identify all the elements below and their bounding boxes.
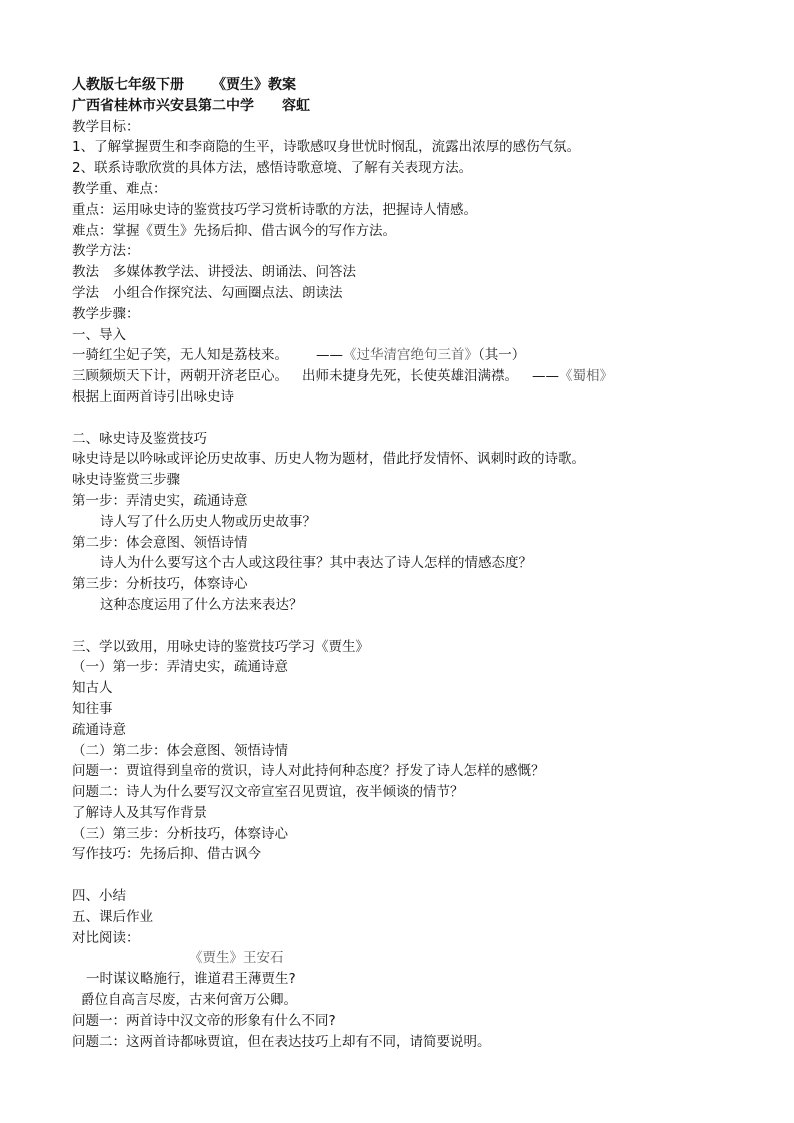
section3-question-1: 问题一：贾谊得到皇帝的赏识，诗人对此持何种态度？抒发了诗人怎样的感慨？ [72, 763, 545, 780]
document-title [72, 75, 762, 96]
section3-part3: （三）第三步：分析技巧，体察诗心 [72, 825, 288, 842]
key-point-difficulty: 难点：掌握《贾生》先扬后抑、借古讽今的写作方法。 [72, 222, 396, 239]
step-2-question: 诗人为什么要写这个古人或这段往事？其中表达了诗人怎样的情感态度？ [100, 555, 532, 572]
intro-poem-2 [72, 366, 762, 387]
step-1-question: 诗人写了什么历史人物或历史故事？ [100, 513, 316, 530]
know-ancient-person: 知古人 [72, 680, 113, 697]
teaching-method-text: 多媒体教学法、讲授法、朗诵法、问答法 [113, 264, 356, 281]
comparison-poem-title: 《贾生》王安石 [189, 950, 284, 967]
three-steps-title: 咏史诗鉴赏三步骤 [72, 472, 180, 489]
poet-background: 了解诗人及其写作背景 [72, 804, 207, 821]
section3-part2: （二）第二步：体会意图、领悟诗情 [72, 742, 288, 759]
intro-poem-2-dash: —— [532, 368, 559, 385]
intro-poem-2-line2: 出师未捷身先死，长使英雄泪满襟。 [302, 368, 518, 385]
school-name: 广西省桂林市兴安县第二中学 [72, 97, 254, 114]
comparison-poem-line-2: 爵位自高言尽废，古来何啻万公卿。 [81, 992, 297, 1009]
teaching-method-label: 教法 [72, 264, 99, 281]
goals-heading: 教学目标： [72, 118, 140, 135]
step-3-question: 这种态度运用了什么方法来表达？ [100, 596, 303, 613]
intro-poem-1-note: （其一） [478, 347, 526, 364]
know-past-events: 知往事 [72, 700, 113, 717]
intro-poem-1-text: 一骑红尘妃子笑，无人知是荔枝来。 [72, 347, 288, 364]
goal-item-1: 1、了解掌握贾生和李商隐的生平，诗歌感叹身世忧时悯乱，流露出浓厚的感伤气氛。 [72, 139, 581, 156]
steps-heading: 教学步骤： [72, 305, 140, 322]
teaching-method [72, 262, 762, 283]
section3-part1: （一）第一步：弄清史实，疏通诗意 [72, 659, 288, 676]
key-points-heading: 教学重、难点： [72, 180, 167, 197]
historical-poem-definition: 咏史诗是以吟咏或评论历史故事、历史人物为题材，借此抒发情怀、讽刺时政的诗歌。 [72, 451, 585, 468]
learning-method-text: 小组合作探究法、勾画圈点法、朗读法 [113, 284, 343, 301]
comparative-reading: 对比阅读： [72, 929, 140, 946]
section5-heading: 五、课后作业 [72, 908, 153, 925]
title-book: 《贾生》教案 [212, 77, 296, 93]
goal-item-2: 2、联系诗歌欣赏的具体方法，感悟诗歌意境、了解有关表现方法。 [72, 160, 473, 177]
section2-heading: 二、咏史诗及鉴赏技巧 [72, 430, 207, 447]
spacer [72, 865, 762, 886]
intro-poem-2-line1: 三顾频烦天下计，两朝开济老臣心。 [72, 368, 288, 385]
intro-poem-2-source: 《蜀相》 [559, 368, 613, 385]
lesson-plan-document [72, 75, 762, 1052]
author-line [72, 96, 762, 117]
key-point-focus: 重点：运用咏史诗的鉴赏技巧学习赏析诗歌的方法，把握诗人情感。 [72, 201, 477, 218]
section3-question-2: 问题二：诗人为什么要写汉文帝宣室召见贾谊，夜半倾谈的情节？ [72, 784, 464, 801]
intro-lead: 根据上面两首诗引出咏史诗 [72, 388, 234, 405]
comparison-poem-line-1: 一时谋议略施行，谁道君王薄贾生? [86, 971, 296, 988]
section1-heading: 一、导入 [72, 326, 126, 343]
homework-question-1: 问题一：两首诗中汉文帝的形象有什么不同? [72, 1012, 336, 1029]
intro-poem-1 [72, 345, 762, 366]
understand-poem-meaning: 疏通诗意 [72, 721, 126, 738]
step-2: 第二步：体会意图、领悟诗情 [72, 534, 248, 551]
section4-heading: 四、小结 [72, 888, 126, 905]
step-1: 第一步：弄清史实，疏通诗意 [72, 492, 248, 509]
spacer [72, 408, 762, 429]
section3-heading: 三、学以致用，用咏史诗的鉴赏技巧学习《贾生》 [72, 638, 369, 655]
title-main: 人教版七年级下册 [72, 77, 184, 93]
author-name: 容虹 [282, 97, 310, 114]
homework-question-2: 问题二：这两首诗都咏贾谊，但在表达技巧上却有不同，请简要说明。 [72, 1033, 491, 1050]
methods-heading: 教学方法： [72, 243, 140, 260]
learning-method-label: 学法 [72, 284, 99, 301]
writing-technique: 写作技巧：先扬后抑、借古讽今 [72, 846, 261, 863]
intro-poem-1-dash: —— [316, 347, 343, 364]
spacer [72, 616, 762, 637]
step-3: 第三步：分析技巧，体察诗心 [72, 576, 248, 593]
learning-method [72, 283, 762, 304]
intro-poem-1-source: 《过华清宫绝句三首》 [343, 347, 478, 364]
